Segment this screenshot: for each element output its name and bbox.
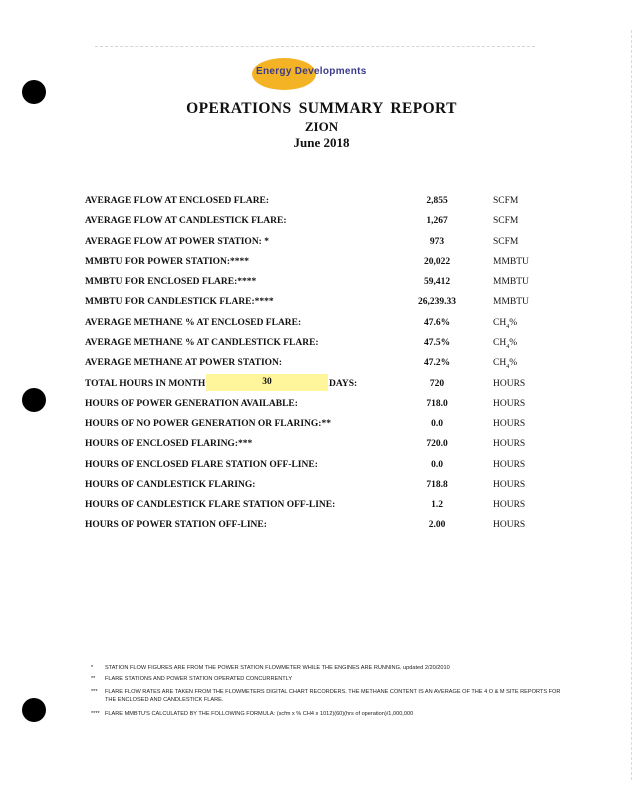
summary-row: [0, 460, 643, 478]
site-name: ZION: [304, 119, 339, 134]
row-value: 973: [429, 237, 445, 247]
summary-row: [0, 216, 643, 234]
summary-row: [0, 399, 643, 417]
row-unit: SCFM: [493, 196, 519, 206]
unit-subscript: 4: [506, 323, 510, 330]
unit-base: CH: [493, 338, 507, 348]
row-value: 1.2: [431, 500, 443, 510]
row-unit: [493, 318, 517, 330]
footnote: [91, 664, 566, 672]
row-unit: HOURS: [493, 419, 526, 429]
footnote-mark: ***: [91, 689, 98, 695]
summary-row: [0, 196, 643, 214]
row-label: AVERAGE METHANE AT POWER STATION:: [85, 358, 283, 368]
row-value: 2,855: [426, 196, 448, 206]
footnote-text: STATION FLOW FIGURES ARE FROM THE POWER STATION FLOWMETER WHILE THE ENGINES ARE RUNNING. updated 2/20/2010: [105, 665, 450, 671]
summary-row: [0, 318, 643, 336]
row-unit: [493, 358, 517, 370]
footnote-text: FLARE FLOW RATES ARE TAKEN FROM THE FLOWMETERS DIGITAL CHART RECORDERS. THE METHANE CONTENT IS AN AVERAGE OF THE 4 O & M SITE REPORTS FOR THE ENCLOSED AND CANDLESTICK FLARE.: [105, 689, 561, 703]
row-label: HOURS OF CANDLESTICK FLARE STATION OFF-LINE:: [85, 500, 336, 510]
row-unit: HOURS: [493, 480, 526, 490]
row-label: MMBTU FOR CANDLESTICK FLARE:****: [85, 297, 274, 307]
row-value: 20,022: [423, 257, 451, 267]
footnote-mark: **: [91, 676, 96, 682]
summary-row: [0, 419, 643, 437]
summary-row: [0, 520, 643, 538]
logo-word-energy: Energy: [256, 66, 292, 77]
row-label: HOURS OF ENCLOSED FLARING:***: [85, 439, 253, 449]
row-value: 0.0: [431, 460, 443, 470]
row-unit: HOURS: [493, 460, 526, 470]
logo-wordmark: [256, 66, 367, 77]
row-value: 47.2%: [423, 358, 451, 368]
row-unit: MMBTU: [493, 297, 529, 307]
row-value: 720.0: [426, 439, 448, 449]
summary-row: [0, 297, 643, 315]
unit-base: CH: [493, 358, 507, 368]
unit-suffix: %: [509, 338, 518, 348]
row-value: 59,412: [423, 277, 451, 287]
days-highlight-value: 30: [206, 374, 328, 391]
row-label: MMBTU FOR POWER STATION:****: [85, 257, 250, 267]
row-label: AVERAGE FLOW AT CANDLESTICK FLARE:: [85, 216, 287, 226]
scan-edge-top: [95, 46, 535, 47]
row-unit: [493, 338, 517, 350]
row-value: 47.5%: [423, 338, 451, 348]
row-value: 1,267: [426, 216, 448, 226]
company-logo: [252, 55, 392, 93]
footnote-text: FLARE STATIONS AND POWER STATION OPERATED CONCURRENTLY: [105, 676, 293, 682]
footnote: [91, 688, 566, 704]
unit-subscript: 4: [506, 363, 510, 370]
row-unit: SCFM: [493, 216, 519, 226]
row-unit: MMBTU: [493, 277, 529, 287]
summary-row: [0, 257, 643, 275]
row-value: 26,239.33: [418, 297, 456, 307]
unit-suffix: %: [509, 358, 518, 368]
row-unit: HOURS: [493, 520, 526, 530]
summary-row: [0, 480, 643, 498]
row-label: HOURS OF ENCLOSED FLARE STATION OFF-LINE:: [85, 460, 318, 470]
logo-word-developments: Developments: [294, 66, 367, 77]
unit-base: CH: [493, 318, 507, 328]
row-value: 2.00: [428, 520, 446, 530]
days-label: DAYS:: [329, 379, 358, 389]
row-unit: HOURS: [493, 500, 526, 510]
summary-row: [0, 439, 643, 457]
footnote-mark: ****: [91, 711, 100, 717]
row-value: 0.0: [431, 419, 443, 429]
unit-suffix: %: [509, 318, 518, 328]
row-label: HOURS OF NO POWER GENERATION OR FLARING:**: [85, 419, 331, 429]
row-label: HOURS OF CANDLESTICK FLARING:: [85, 480, 256, 490]
unit-subscript: 4: [506, 343, 510, 350]
footnote-text: FLARE MMBTU'S CALCULATED BY THE FOLLOWING FORMULA: (scfm x % CH4 x 1012)(60)(hrs of operation)/1,000,000: [105, 711, 414, 717]
row-unit: SCFM: [493, 237, 519, 247]
report-title: OPERATIONS SUMMARY REPORT: [186, 100, 457, 117]
row-unit: HOURS: [493, 399, 526, 409]
row-value: 47.6%: [423, 318, 451, 328]
summary-row: [0, 338, 643, 356]
row-label: AVERAGE METHANE % AT ENCLOSED FLARE:: [85, 318, 302, 328]
row-label: HOURS OF POWER GENERATION AVAILABLE:: [85, 399, 298, 409]
summary-row: [0, 237, 643, 255]
row-label: HOURS OF POWER STATION OFF-LINE:: [85, 520, 267, 530]
row-unit: MMBTU: [493, 257, 529, 267]
row-label: MMBTU FOR ENCLOSED FLARE:****: [85, 277, 257, 287]
row-value: 720: [429, 379, 445, 389]
summary-row: [0, 500, 643, 518]
row-value: 718.0: [426, 399, 448, 409]
report-period: June 2018: [293, 135, 350, 150]
row-value: 718.8: [426, 480, 448, 490]
footnote-mark: *: [91, 665, 94, 671]
punch-hole: [22, 698, 46, 722]
row-label: AVERAGE FLOW AT ENCLOSED FLARE:: [85, 196, 270, 206]
row-label: TOTAL HOURS IN MONTH: [85, 379, 206, 389]
row-unit: HOURS: [493, 379, 526, 389]
row-unit: HOURS: [493, 439, 526, 449]
summary-row: [0, 277, 643, 295]
summary-row: [0, 379, 643, 397]
row-label: AVERAGE METHANE % AT CANDLESTICK FLARE:: [85, 338, 319, 348]
footnote: [91, 710, 566, 718]
footnote: [91, 675, 566, 683]
row-label: AVERAGE FLOW AT POWER STATION: *: [85, 237, 269, 247]
